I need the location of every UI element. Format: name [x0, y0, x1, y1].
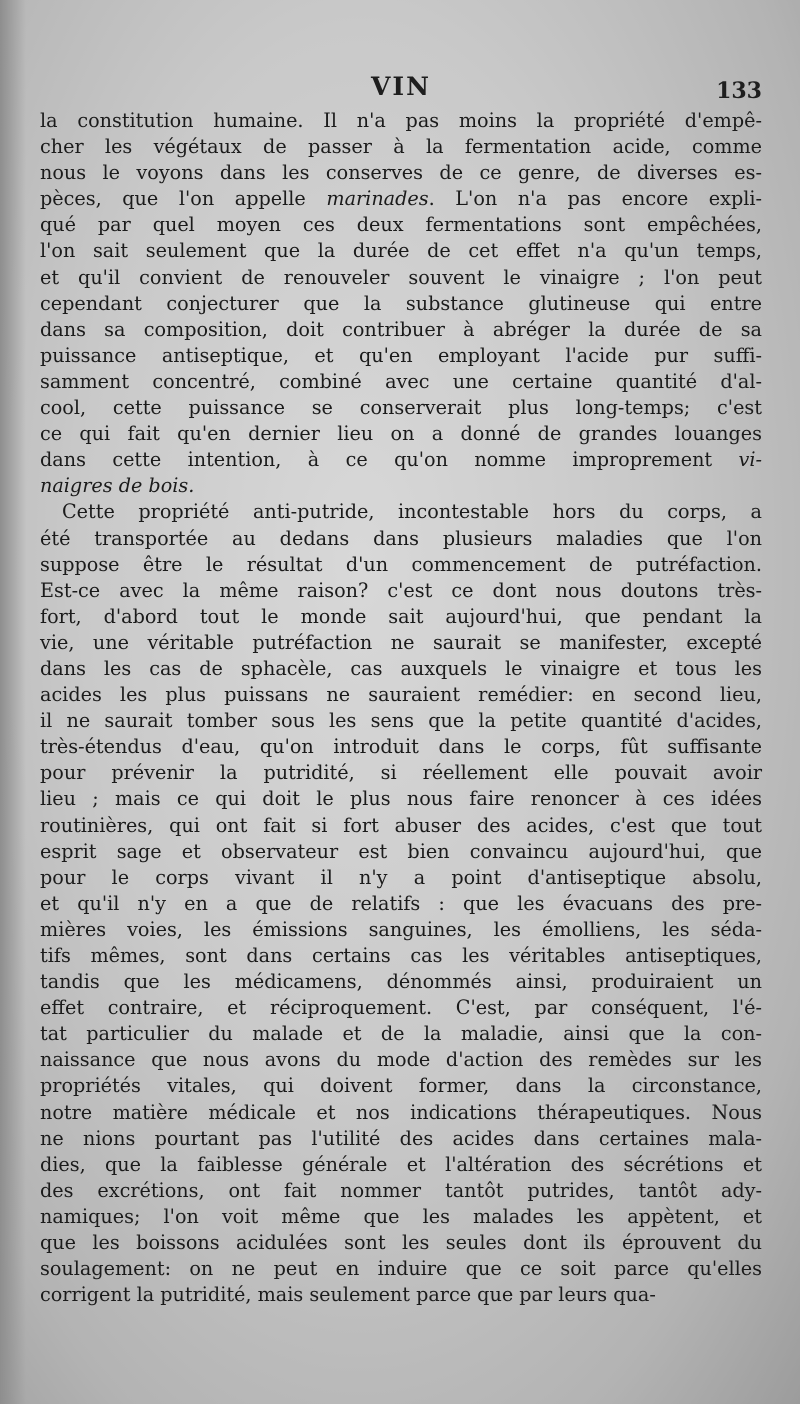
text-line: l'on sait seulement que la durée de cet effet n'a qu'un temps, — [40, 239, 762, 263]
text-line: cependant conjecturer que la substance glutineuse qui entre — [40, 291, 762, 315]
text-line: acides les plus puissans ne sauraient remédier: en second lieu, — [40, 683, 762, 707]
text-line: pour prévenir la putridité, si réellement elle pouvait avoir — [40, 761, 762, 785]
text-line: propriétés vitales, qui doivent former, dans la circonstance, — [40, 1074, 762, 1098]
text-line: dies, que la faiblesse générale et l'altération des sécrétions et — [40, 1152, 762, 1176]
text-line: lieu ; mais ce qui doit le plus nous faire renoncer à ces idées — [40, 787, 762, 811]
page-header — [40, 72, 762, 104]
text-line: et qu'il convient de renouveler souvent le vinaigre ; l'on peut — [40, 265, 762, 289]
text-line: cool, cette puissance se conserverait plus long-temps; c'est — [40, 396, 762, 420]
text-line: ce qui fait qu'en dernier lieu on a donné de grandes louanges — [40, 422, 762, 446]
text-line: pour le corps vivant il n'y a point d'antiseptique absolu, — [40, 865, 762, 889]
text-line: Cette propriété anti-putride, incontestable hors du corps, a — [62, 500, 762, 524]
text-line: très-étendus d'eau, qu'on introduit dans le corps, fût suffisante — [40, 735, 762, 759]
text-line: namiques; l'on voit même que les malades les appètent, et — [40, 1204, 762, 1228]
text-line: été transportée au dedans dans plusieurs maladies que l'on — [40, 526, 762, 550]
text-line: effet contraire, et réciproquement. C'est, par conséquent, l'é- — [40, 996, 762, 1020]
text-line: Est-ce avec la même raison? c'est ce dont nous doutons très- — [40, 578, 762, 602]
running-title: VIN — [371, 72, 431, 101]
text-line: naissance que nous avons du mode d'action des remèdes sur les — [40, 1048, 762, 1072]
text-line: des excrétions, ont fait nommer tantôt putrides, tantôt ady- — [40, 1178, 762, 1202]
text-line: il ne saurait tomber sous les sens que la petite quantité d'acides, — [40, 709, 762, 733]
text-line: samment concentré, combiné avec une certaine quantité d'al- — [40, 369, 762, 393]
text-line: vie, une véritable putréfaction ne saurait se manifester, excepté — [40, 630, 762, 654]
text-line: nous le voyons dans les conserves de ce genre, de diverses es- — [40, 161, 762, 185]
text-line: pèces, que l'on appelle marinades. L'on n'a pas encore expli- — [40, 187, 762, 211]
text-line: naigres de bois. — [40, 474, 195, 498]
body-text — [40, 108, 762, 1308]
text-line: tandis que les médicamens, dénommés ainsi, produiraient un — [40, 970, 762, 994]
text-line: dans cette intention, à ce qu'on nomme improprement vi- — [40, 448, 762, 472]
text-line: fort, d'abord tout le monde sait aujourd'hui, que pendant la — [40, 604, 762, 628]
text-line: ne nions pourtant pas l'utilité des acides dans certaines mala- — [40, 1126, 762, 1150]
text-line: mières voies, les émissions sanguines, les émolliens, les séda- — [40, 917, 762, 941]
text-line: tifs mêmes, sont dans certains cas les véritables antiseptiques, — [40, 944, 762, 967]
text-line: tat particulier du malade et de la maladie, ainsi que la con- — [40, 1022, 762, 1046]
text-line: soulagement: on ne peut en induire que ce soit parce qu'elles — [40, 1257, 762, 1281]
text-line: la constitution humaine. Il n'a pas moins la propriété d'empê- — [40, 109, 762, 132]
text-line: puissance antiseptique, et qu'en employant l'acide pur suffi- — [40, 343, 762, 367]
paragraph-1 — [40, 108, 762, 499]
text-line: suppose être le résultat d'un commencement de putréfaction. — [40, 552, 762, 576]
text-line: corrigent la putridité, mais seulement parce que par leurs qua- — [40, 1283, 656, 1307]
text-line: qué par quel moyen ces deux fermentations sont empêchées, — [40, 213, 762, 237]
paragraph-2 — [40, 499, 762, 1308]
text-line: et qu'il n'y en a que de relatifs : que les évacuans des pre- — [40, 891, 762, 915]
text-line: cher les végétaux de passer à la fermentation acide, comme — [40, 135, 762, 159]
text-line: dans sa composition, doit contribuer à abréger la durée de sa — [40, 317, 762, 341]
page-number: 133 — [716, 78, 762, 104]
text-line: routinières, qui ont fait si fort abuser des acides, c'est que tout — [40, 813, 762, 837]
text-line: notre matière médicale et nos indications thérapeutiques. Nous — [40, 1100, 762, 1124]
text-line: dans les cas de sphacèle, cas auxquels le vinaigre et tous les — [40, 656, 762, 680]
text-line: esprit sage et observateur est bien convaincu aujourd'hui, que — [40, 839, 762, 863]
text-line: que les boissons acidulées sont les seules dont ils éprouvent du — [40, 1231, 762, 1255]
